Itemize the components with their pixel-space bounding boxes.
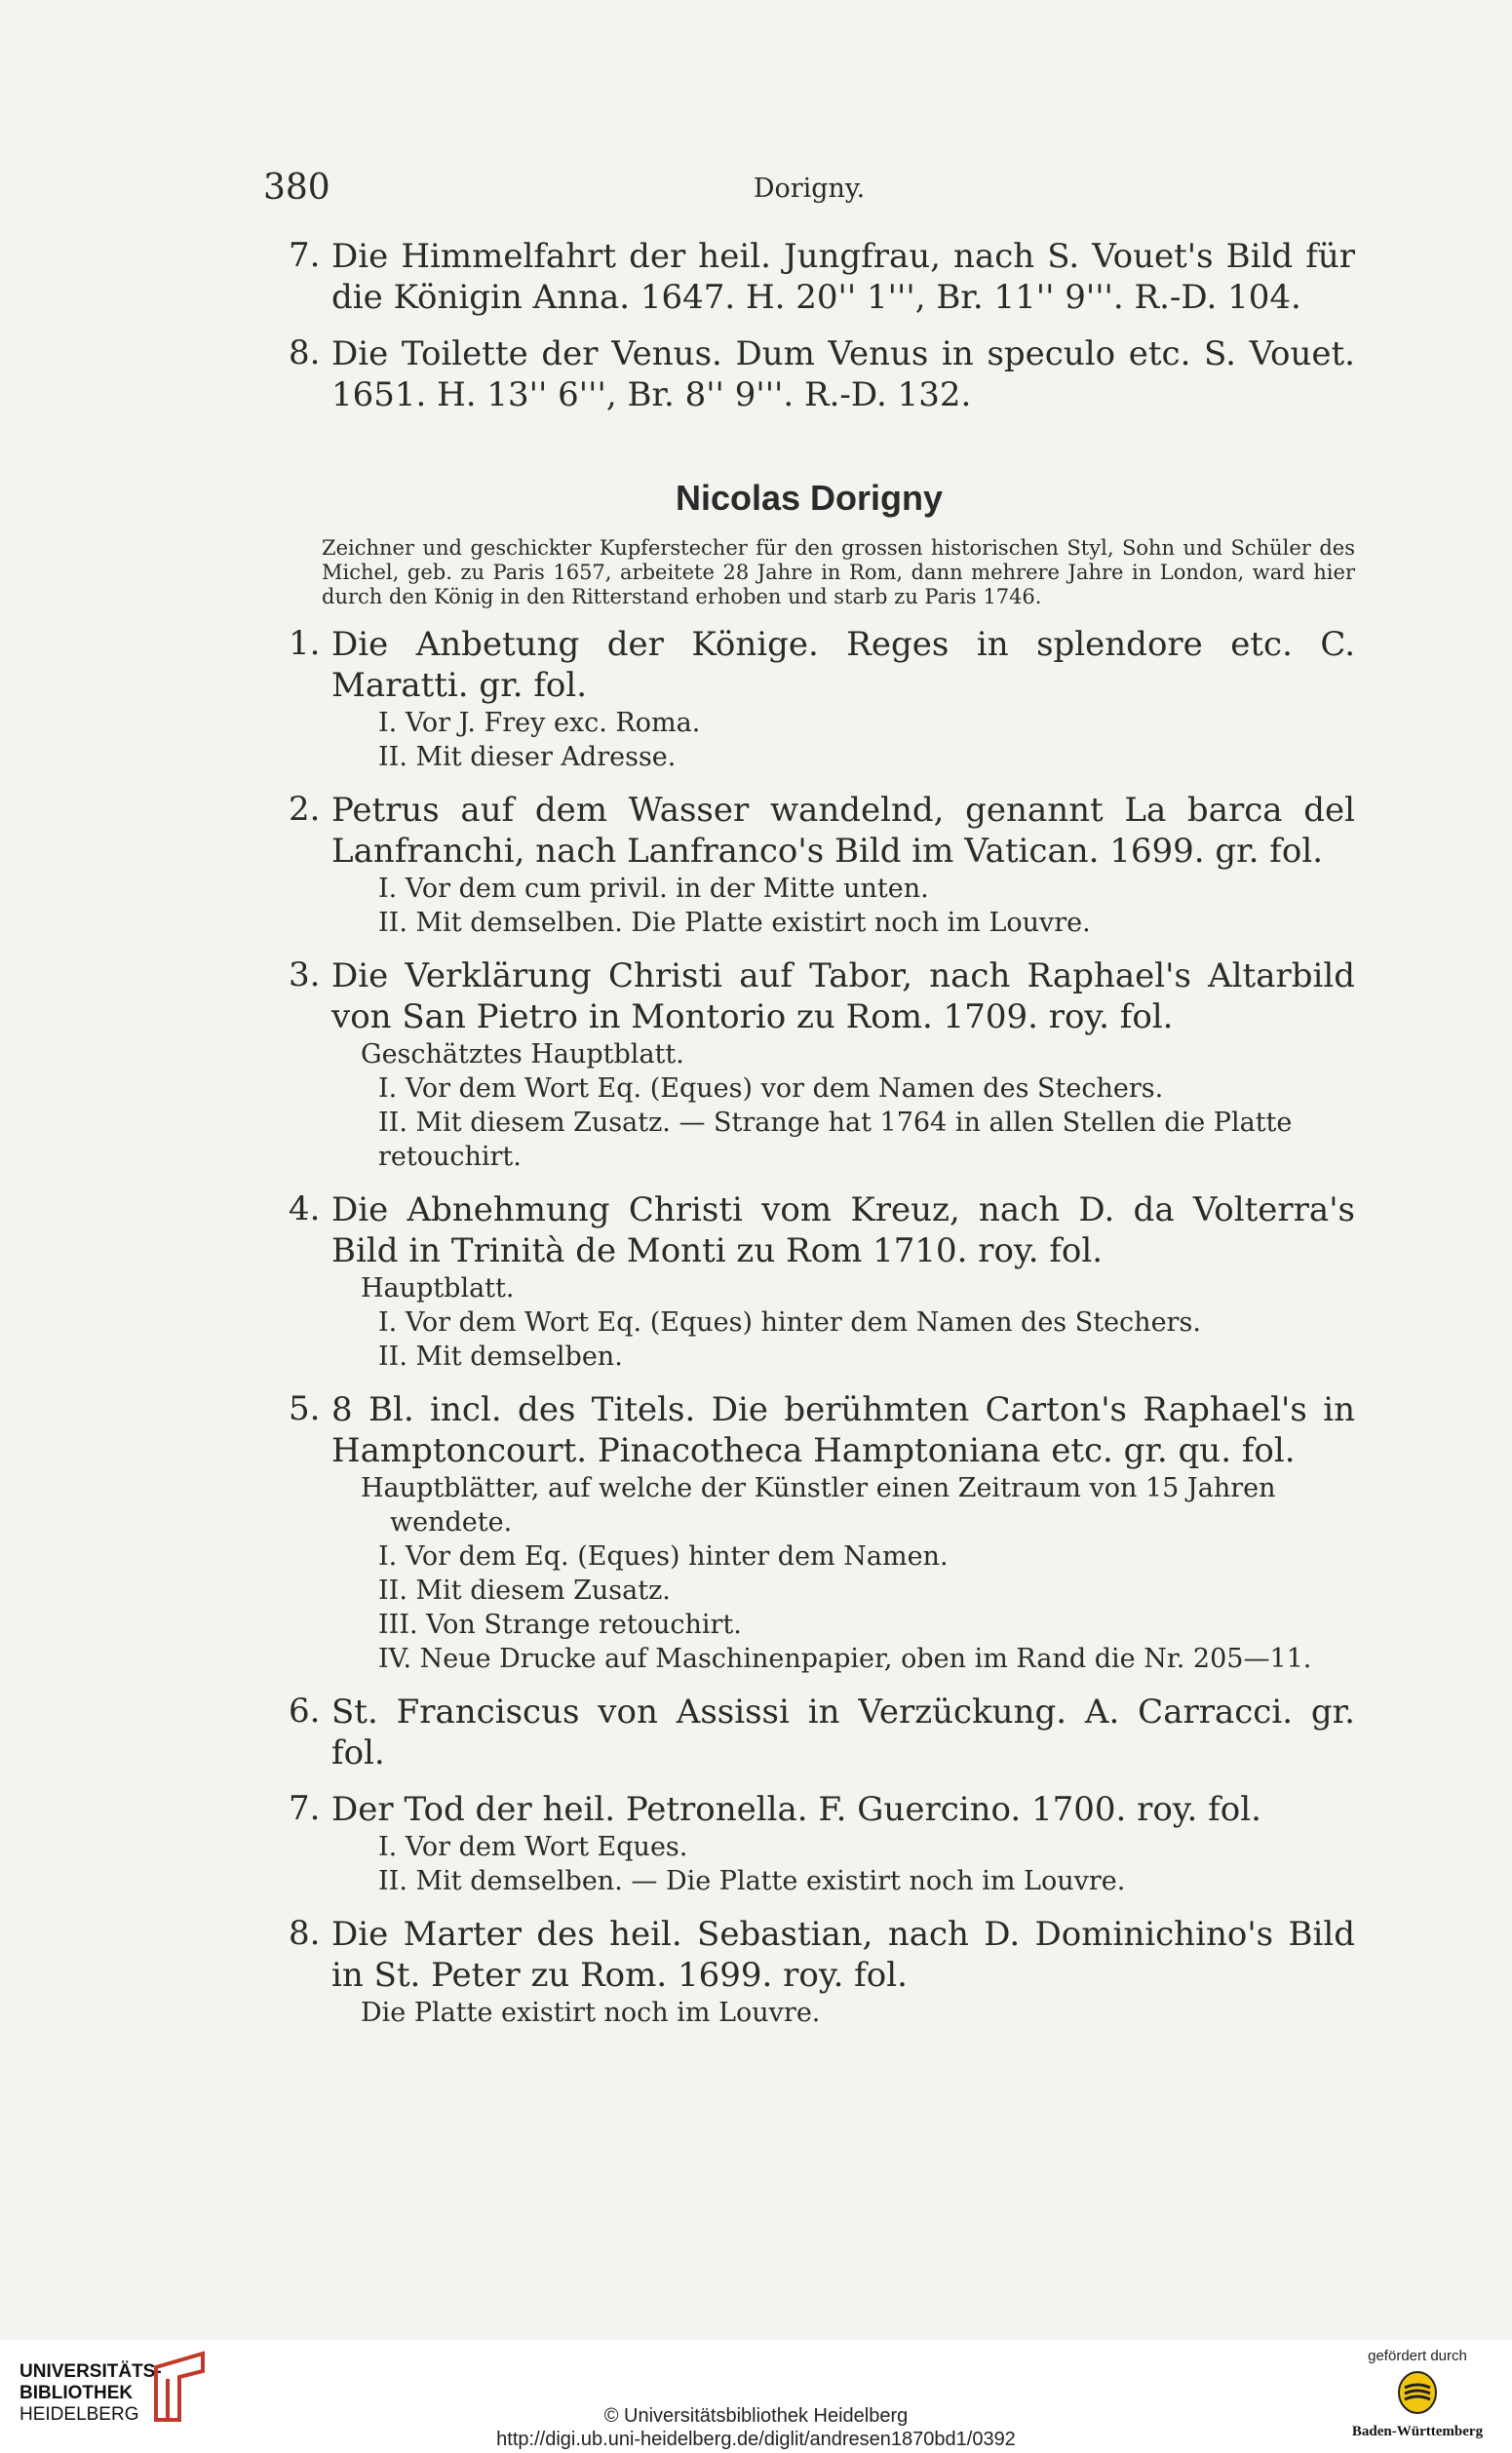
section-title: Nicolas Dorigny	[675, 478, 944, 518]
source-url-link[interactable]: http://digi.ub.uni-heidelberg.de/diglit/andresen1870bd1/0392	[496, 2429, 1016, 2450]
entry-note: Geschätztes Hauptblatt.	[361, 1039, 684, 1070]
state-line: I. Vor dem cum privil. in der Mitte unten.	[378, 874, 929, 904]
state-line: II. Mit diesem Zusatz.	[378, 1576, 671, 1606]
list-item	[263, 333, 1355, 415]
entry-text: Die Marter des heil. Sebastian, nach D. Dominichino's Bild in St. Peter zu Rom. 1699. roy. fol.	[331, 1915, 1355, 1995]
entry-text: St. Franciscus von Assissi in Verzückung. A. Carracci. gr. fol.	[331, 1693, 1355, 1772]
funder-name: Baden-Württemberg	[1351, 2424, 1484, 2439]
entry-note: Hauptblatt.	[361, 1273, 515, 1304]
list-item	[263, 1914, 1355, 2030]
library-name-line: UNIVERSITÄTS-	[19, 2361, 162, 2382]
library-city-line: HEIDELBERG	[19, 2404, 139, 2425]
list-item	[263, 1692, 1355, 1773]
state-line: II. Mit dieser Adresse.	[378, 742, 677, 772]
state-line: I. Vor dem Wort Eq. (Eques) vor dem Namen des Stechers.	[378, 1073, 1164, 1104]
coat-of-arms-icon	[1395, 2370, 1440, 2415]
entry-number: 8.	[289, 333, 321, 372]
page-header	[263, 168, 1355, 216]
entry-number: 3.	[289, 955, 321, 994]
entry-text: Petrus auf dem Wasser wandelnd, genannt La barca del Lanfranchi, nach Lanfranco's Bild im Vatican. 1699. gr. fol.	[331, 791, 1355, 871]
copyright-text: © Universitätsbibliothek Heidelberg	[603, 2405, 909, 2427]
entry-number: 7.	[289, 236, 321, 275]
entry-text: Die Toilette der Venus. Dum Venus in speculo etc. S. Vouet. 1651. H. 13'' 6''', Br. 8'' 9'''. R.-D. 132.	[331, 334, 1355, 414]
list-item	[263, 624, 1355, 774]
list-item	[263, 1189, 1355, 1374]
entry-note: Hauptblätter, auf welche der Künstler einen Zeitraum von 15 Jahren wendete.	[361, 1473, 1276, 1538]
entry-number: 4.	[289, 1189, 321, 1228]
entry-number: 8.	[289, 1914, 321, 1953]
list-item	[263, 1389, 1355, 1676]
entry-list	[263, 624, 1355, 2045]
state-line: I. Vor J. Frey exc. Roma.	[378, 708, 701, 738]
list-item	[263, 955, 1355, 1174]
state-line: III. Von Strange retouchirt.	[378, 1610, 742, 1640]
state-line: I. Vor dem Eq. (Eques) hinter dem Namen.	[378, 1541, 949, 1572]
funder-label: gefördert durch	[1368, 2348, 1467, 2364]
entry-text: Die Anbetung der Könige. Reges in splendore etc. C. Maratti. gr. fol.	[331, 625, 1355, 705]
state-line: IV. Neue Drucke auf Maschinenpapier, oben im Rand die Nr. 205—11.	[378, 1644, 1312, 1674]
entry-text: Die Verklärung Christi auf Tabor, nach Raphael's Altarbild von San Pietro in Montorio zu Rom. 1709. roy. fol.	[331, 956, 1355, 1036]
entry-text: Der Tod der heil. Petronella. F. Guercino. 1700. roy. fol.	[331, 1790, 1261, 1829]
entry-text: Die Himmelfahrt der heil. Jungfrau, nach S. Vouet's Bild für die Königin Anna. 1647. H. 20'' 1''', Br. 11'' 9'''. R.-D. 104.	[331, 237, 1355, 317]
list-item	[263, 236, 1355, 318]
state-line: II. Mit demselben. Die Platte existirt noch im Louvre.	[378, 908, 1091, 938]
state-line: I. Vor dem Wort Eques.	[378, 1832, 688, 1862]
section-intro: Zeichner und geschickter Kupferstecher für den grossen historischen Styl, Sohn und Schüler des Michel, geb. zu Paris 1657, arbeitete 28 Jahre in Rom, dann mehrere Jahre in London, ward hier durch den König in den Ritterstand erhoben und starb zu Paris 1746.	[322, 536, 1355, 608]
state-line: II. Mit diesem Zusatz. — Strange hat 1764 in allen Stellen die Platte retouchirt.	[378, 1108, 1293, 1172]
library-name-line: BIBLIOTHEK	[19, 2383, 134, 2403]
entry-note: Die Platte existirt noch im Louvre.	[361, 1998, 821, 2028]
footer	[0, 2340, 1512, 2453]
entry-text: 8 Bl. incl. des Titels. Die berühmten Carton's Raphael's in Hamptoncourt. Pinacotheca Hamptoniana etc. gr. qu. fol.	[331, 1390, 1355, 1470]
entry-text: Die Abnehmung Christi vom Kreuz, nach D. da Volterra's Bild in Trinità de Monti zu Rom 1710. roy. fol.	[331, 1190, 1355, 1270]
list-item	[263, 1789, 1355, 1898]
entry-number: 7.	[289, 1789, 321, 1828]
copyright-block	[0, 2404, 1512, 2451]
state-line: II. Mit demselben. — Die Platte existirt noch im Louvre.	[378, 1866, 1126, 1896]
list-item	[263, 790, 1355, 940]
page-number: 380	[263, 168, 330, 208]
funder-block	[1344, 2348, 1491, 2440]
entry-number: 5.	[289, 1389, 321, 1428]
running-head: Dorigny.	[753, 174, 866, 204]
entry-number: 1.	[289, 624, 321, 663]
top-entry-list	[263, 236, 1355, 431]
artist-section	[263, 478, 1355, 609]
entry-number: 2.	[289, 790, 321, 829]
state-line: II. Mit demselben.	[378, 1342, 623, 1372]
state-line: I. Vor dem Wort Eq. (Eques) hinter dem Namen des Stechers.	[378, 1307, 1201, 1338]
entry-number: 6.	[289, 1692, 321, 1731]
